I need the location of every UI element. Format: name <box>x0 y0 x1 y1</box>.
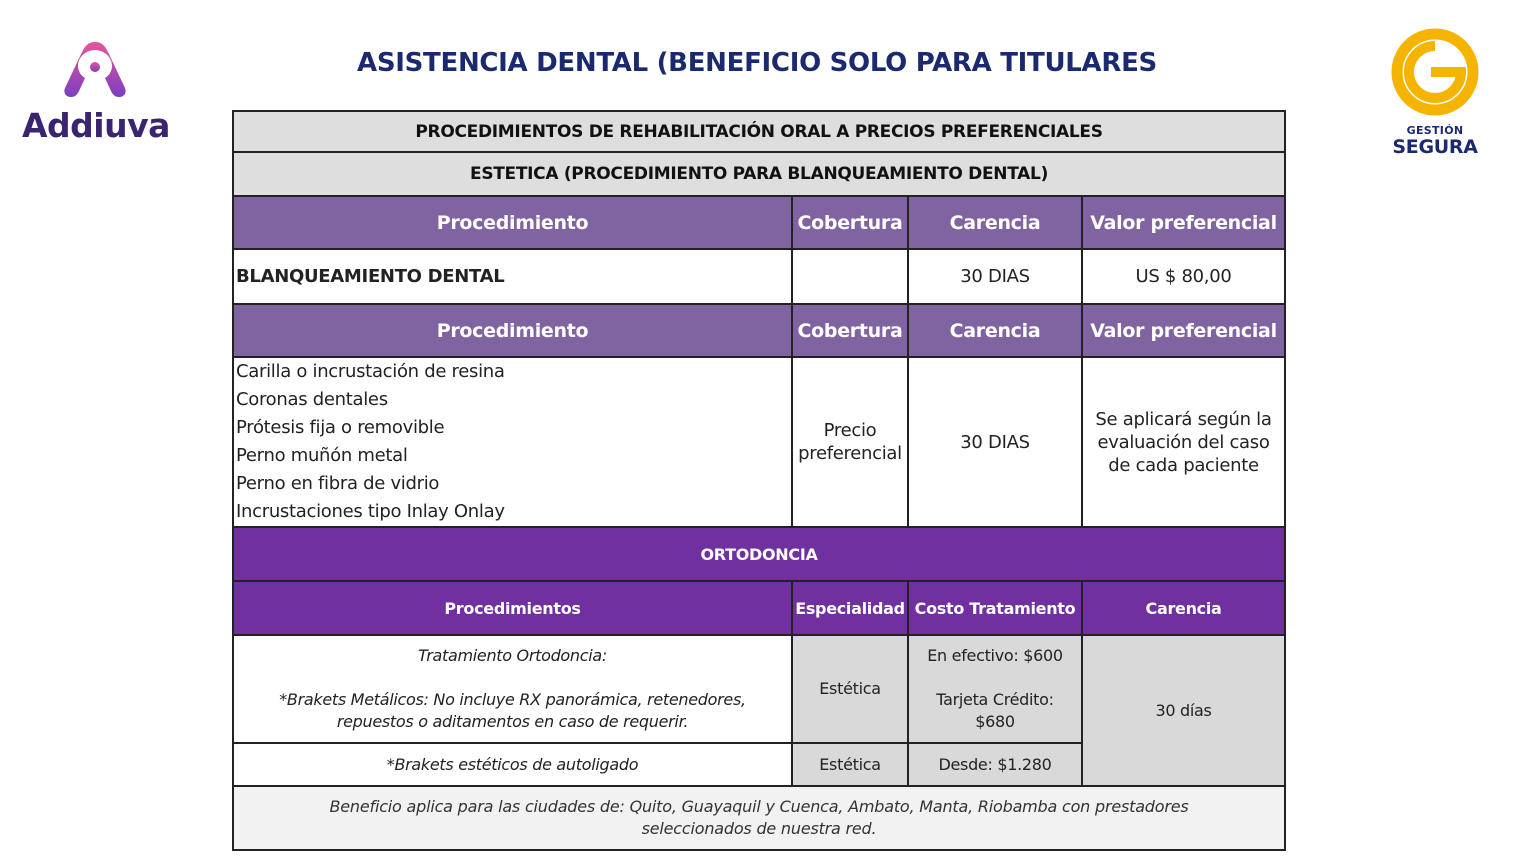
header-procedimiento: Procedimiento <box>233 196 792 249</box>
orto-detail: *Brakets Metálicos: No incluye RX panorámica, retenedores, repuestos o aditamentos en caso de requerir. <box>279 690 746 731</box>
header-row-1 <box>233 196 1285 249</box>
header-carencia: Carencia <box>908 196 1082 249</box>
dental-benefits-table <box>232 110 1286 851</box>
list-item: Perno en fibra de vidrio <box>236 473 440 494</box>
section-ortodoncia: ORTODONCIA <box>233 527 1285 581</box>
table-row-ortodoncia-1 <box>233 635 1285 743</box>
rehab-cobertura: Precio preferencial <box>792 357 908 527</box>
gestion-text: GESTIÓN <box>1406 124 1464 137</box>
rehab-procedimientos-list <box>233 357 792 527</box>
orto-costo-efectivo: En efectivo: $600 <box>927 646 1063 665</box>
gestion-segura-logo <box>1385 28 1485 163</box>
page-title: ASISTENCIA DENTAL (BENEFICIO SOLO PARA TITULARES <box>357 48 1157 78</box>
list-item: Carilla o incrustación de resina <box>236 361 505 382</box>
addiuva-mark-icon <box>62 40 128 98</box>
header-valor: Valor preferencial <box>1082 196 1285 249</box>
note-row <box>233 786 1285 850</box>
orto2-especialidad: Estética <box>792 743 908 786</box>
orto-title: Tratamiento Ortodoncia: <box>417 646 607 665</box>
table-row-blanqueamiento <box>233 249 1285 304</box>
list-item: Prótesis fija o removible <box>236 417 445 438</box>
blanqueamiento-procedimiento: BLANQUEAMIENTO DENTAL <box>233 249 792 304</box>
orto2-procedimiento: *Brakets estéticos de autoligado <box>233 743 792 786</box>
blanqueamiento-cobertura <box>792 249 908 304</box>
addiuva-logo <box>20 38 170 148</box>
header-row-3 <box>233 581 1285 635</box>
orto-costo <box>908 635 1082 743</box>
section-estetica: ESTETICA (PROCEDIMIENTO PARA BLANQUEAMIENTO DENTAL) <box>233 152 1285 196</box>
orto-especialidad: Estética <box>792 635 908 743</box>
header-cobertura: Cobertura <box>792 196 908 249</box>
header-valor: Valor preferencial <box>1082 304 1285 357</box>
header-procedimiento: Procedimiento <box>233 304 792 357</box>
orto2-costo: Desde: $1.280 <box>908 743 1082 786</box>
orto-carencia: 30 días <box>1082 635 1285 786</box>
list-item: Incrustaciones tipo Inlay Onlay <box>236 501 505 522</box>
header-costo: Costo Tratamiento <box>908 581 1082 635</box>
orto-costo-tarjeta: Tarjeta Crédito: $680 <box>936 690 1054 731</box>
header-carencia: Carencia <box>1082 581 1285 635</box>
header-carencia: Carencia <box>908 304 1082 357</box>
gestion-segura-g-icon <box>1391 28 1479 116</box>
segura-text: SEGURA <box>1392 136 1478 158</box>
table-row-rehabilitacion <box>233 357 1285 527</box>
section-ortodoncia-row <box>233 527 1285 581</box>
rehab-valor: Se aplicará según la evaluación del caso de cada paciente <box>1082 357 1285 527</box>
header-especialidad: Especialidad <box>792 581 908 635</box>
banner-row <box>233 111 1285 152</box>
orto-procedimiento <box>233 635 792 743</box>
cities-note: Beneficio aplica para las ciudades de: Quito, Guayaquil y Cuenca, Ambato, Manta, Riobamba con prestadores seleccionados de nuestra red. <box>233 786 1285 850</box>
section-estetica-row <box>233 152 1285 196</box>
blanqueamiento-carencia: 30 DIAS <box>908 249 1082 304</box>
header-row-2 <box>233 304 1285 357</box>
list-item: Coronas dentales <box>236 389 388 410</box>
header-procedimientos: Procedimientos <box>233 581 792 635</box>
rehab-carencia: 30 DIAS <box>908 357 1082 527</box>
list-item: Perno muñón metal <box>236 445 408 466</box>
blanqueamiento-valor: US $ 80,00 <box>1082 249 1285 304</box>
addiuva-wordmark: Addiuva <box>22 106 170 145</box>
banner-cell: PROCEDIMIENTOS DE REHABILITACIÓN ORAL A PRECIOS PREFERENCIALES <box>233 111 1285 152</box>
header-cobertura: Cobertura <box>792 304 908 357</box>
